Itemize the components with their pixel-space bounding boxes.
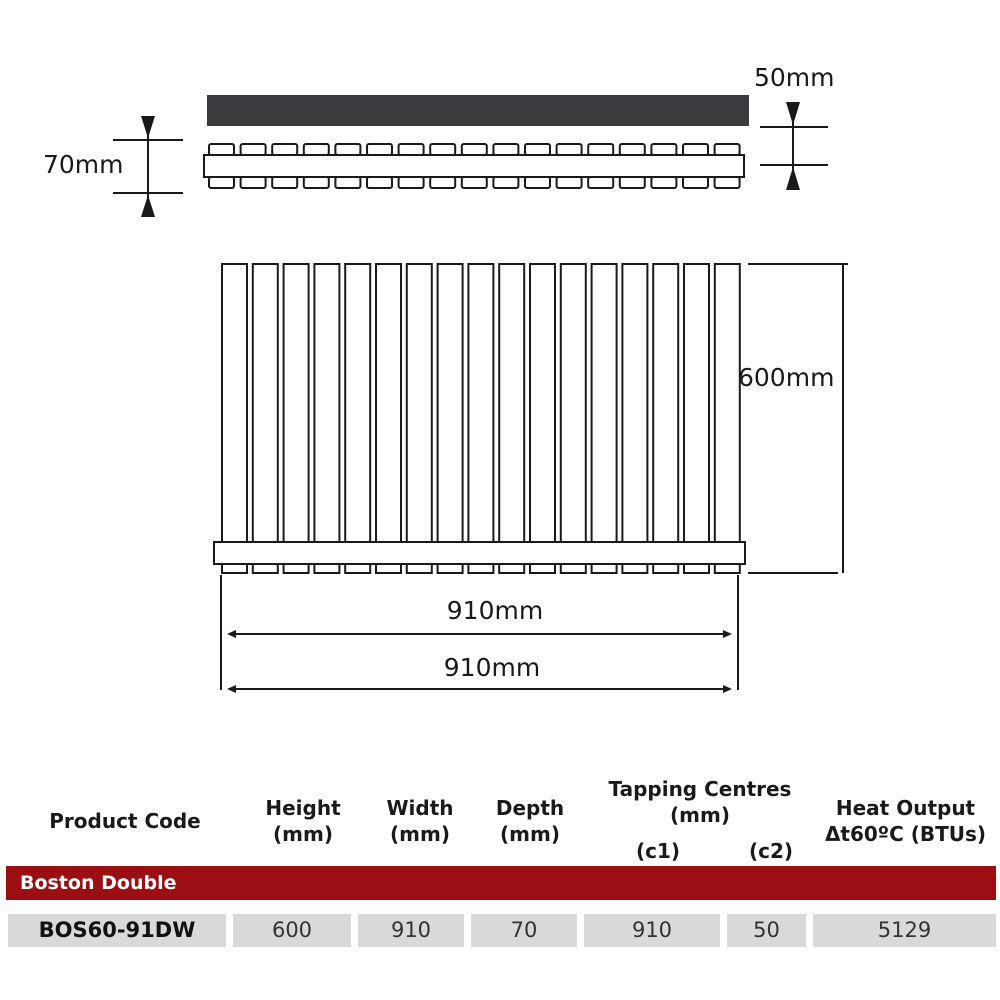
arrow-left-icon — [227, 630, 236, 638]
top-view-tubes-upper — [209, 144, 740, 155]
header-width-line1: Width — [386, 796, 454, 820]
radiator-column — [684, 264, 709, 542]
radiator-column-foot — [468, 564, 493, 573]
radiator-column — [253, 264, 278, 542]
radiator-column-foot — [684, 564, 709, 573]
height-label: 600mm — [738, 363, 835, 392]
depth-dimension — [43, 116, 183, 217]
radiator-column — [284, 264, 309, 542]
top-view-tube — [367, 177, 392, 188]
radiator-column — [530, 264, 555, 542]
top-view-tube — [651, 177, 676, 188]
radiator-column — [592, 264, 617, 542]
header-heat-line1: Heat Output — [835, 796, 976, 820]
top-view-tube — [683, 177, 708, 188]
radiator-column-foot — [622, 564, 647, 573]
radiator-column — [468, 264, 493, 542]
radiator-column-foot — [345, 564, 370, 573]
cell-c2: 50 — [727, 914, 806, 947]
top-view-tube — [209, 177, 234, 188]
top-view-tube — [620, 177, 645, 188]
header-c1-text: (c1) — [635, 839, 681, 863]
radiator-column — [653, 264, 678, 542]
top-view-tube — [399, 144, 424, 155]
top-view-tube — [557, 144, 582, 155]
header-product-code — [30, 808, 220, 834]
radiator-column — [715, 264, 740, 542]
front-view — [214, 264, 745, 573]
top-view-tube — [462, 177, 487, 188]
top-view-tube — [304, 177, 329, 188]
top-view-tube — [525, 144, 550, 155]
top-view-tube — [493, 177, 518, 188]
top-view-tube — [399, 177, 424, 188]
header-heat-output — [808, 795, 1000, 847]
radiator-column-foot — [530, 564, 555, 573]
radiator-column-foot — [222, 564, 247, 573]
radiator-column-foot — [592, 564, 617, 573]
cell-depth: 70 — [471, 914, 577, 947]
header-tapping-line1: Tapping Centres — [608, 777, 792, 801]
cell-heat-output: 5129 — [813, 914, 996, 947]
radiator-column — [561, 264, 586, 542]
radiator-column-foot — [653, 564, 678, 573]
cell-product-code: BOS60-91DW — [8, 914, 226, 947]
radiator-column — [314, 264, 339, 542]
header-height-line2: (mm) — [273, 822, 333, 846]
cell-height: 600 — [233, 914, 351, 947]
width-label-lower: 910mm — [443, 653, 541, 682]
radiator-column — [376, 264, 401, 542]
top-view-tube — [430, 177, 455, 188]
group-label: Boston Double — [20, 872, 177, 894]
header-c2 — [731, 838, 811, 864]
top-view-tube — [272, 144, 297, 155]
top-view-dark-bar — [207, 95, 749, 126]
arrow-down-icon — [141, 116, 155, 138]
top-view-tube — [335, 177, 360, 188]
front-view-columns — [222, 264, 740, 542]
radiator-column — [438, 264, 463, 542]
arrow-up-icon — [786, 167, 800, 190]
top-view-tube — [304, 144, 329, 155]
top-view-tube — [620, 144, 645, 155]
top-view-tube — [241, 177, 266, 188]
top-view-tube — [241, 144, 266, 155]
arrow-right-icon — [723, 630, 732, 638]
width-dimensions — [221, 575, 738, 693]
projection-label: 50mm — [754, 63, 835, 92]
radiator-column-foot — [253, 564, 278, 573]
front-view-bottom-rail — [214, 542, 745, 564]
radiator-column-foot — [284, 564, 309, 573]
top-view-tube — [715, 144, 740, 155]
top-view-tubes-lower — [209, 177, 740, 188]
top-view-tube — [430, 144, 455, 155]
header-height-line1: Height — [265, 796, 341, 820]
radiator-column — [407, 264, 432, 542]
header-width-line2: (mm) — [390, 822, 450, 846]
specification-table — [0, 760, 1000, 1000]
top-view-tube — [335, 144, 360, 155]
top-view-tube — [493, 144, 518, 155]
radiator-column — [222, 264, 247, 542]
cell-c1: 910 — [584, 914, 720, 947]
header-c2-text: (c2) — [748, 839, 794, 863]
top-view-tube — [651, 144, 676, 155]
radiator-column — [345, 264, 370, 542]
radiator-column-foot — [715, 564, 740, 573]
height-dimension — [738, 264, 848, 573]
top-view-tube — [588, 177, 613, 188]
top-view-tube — [525, 177, 550, 188]
top-view-tube — [715, 177, 740, 188]
header-depth — [470, 795, 590, 847]
header-depth-line2: (mm) — [500, 822, 560, 846]
cell-width: 910 — [358, 914, 464, 947]
header-width — [360, 795, 480, 847]
depth-label: 70mm — [43, 150, 124, 179]
header-product-code-text: Product Code — [49, 809, 201, 833]
top-view-tube — [557, 177, 582, 188]
arrow-up-icon — [141, 195, 155, 217]
radiator-column — [499, 264, 524, 542]
projection-dimension — [754, 63, 835, 190]
top-view-tube — [462, 144, 487, 155]
arrow-right-icon — [723, 685, 732, 693]
arrow-down-icon — [786, 102, 800, 125]
header-height — [243, 795, 363, 847]
radiator-column-foot — [407, 564, 432, 573]
width-label-upper: 910mm — [446, 596, 544, 625]
top-view-tube — [683, 144, 708, 155]
group-band — [6, 866, 996, 900]
top-view-tube — [272, 177, 297, 188]
top-view-tube — [209, 144, 234, 155]
radiator-column-foot — [376, 564, 401, 573]
radiator-column-foot — [499, 564, 524, 573]
radiator-column-foot — [561, 564, 586, 573]
header-tapping-line2: (mm) — [670, 803, 730, 827]
top-view — [204, 95, 749, 188]
header-c1 — [618, 838, 698, 864]
top-view-tube — [588, 144, 613, 155]
radiator-column-foot — [438, 564, 463, 573]
radiator-column — [622, 264, 647, 542]
header-heat-line2: Δt60ºC (BTUs) — [824, 822, 987, 846]
arrow-left-icon — [227, 685, 236, 693]
top-view-rail — [204, 155, 744, 177]
header-tapping-centres — [595, 776, 805, 828]
top-view-tube — [367, 144, 392, 155]
radiator-column-foot — [314, 564, 339, 573]
header-depth-line1: Depth — [495, 796, 565, 820]
front-view-column-feet — [222, 564, 740, 573]
